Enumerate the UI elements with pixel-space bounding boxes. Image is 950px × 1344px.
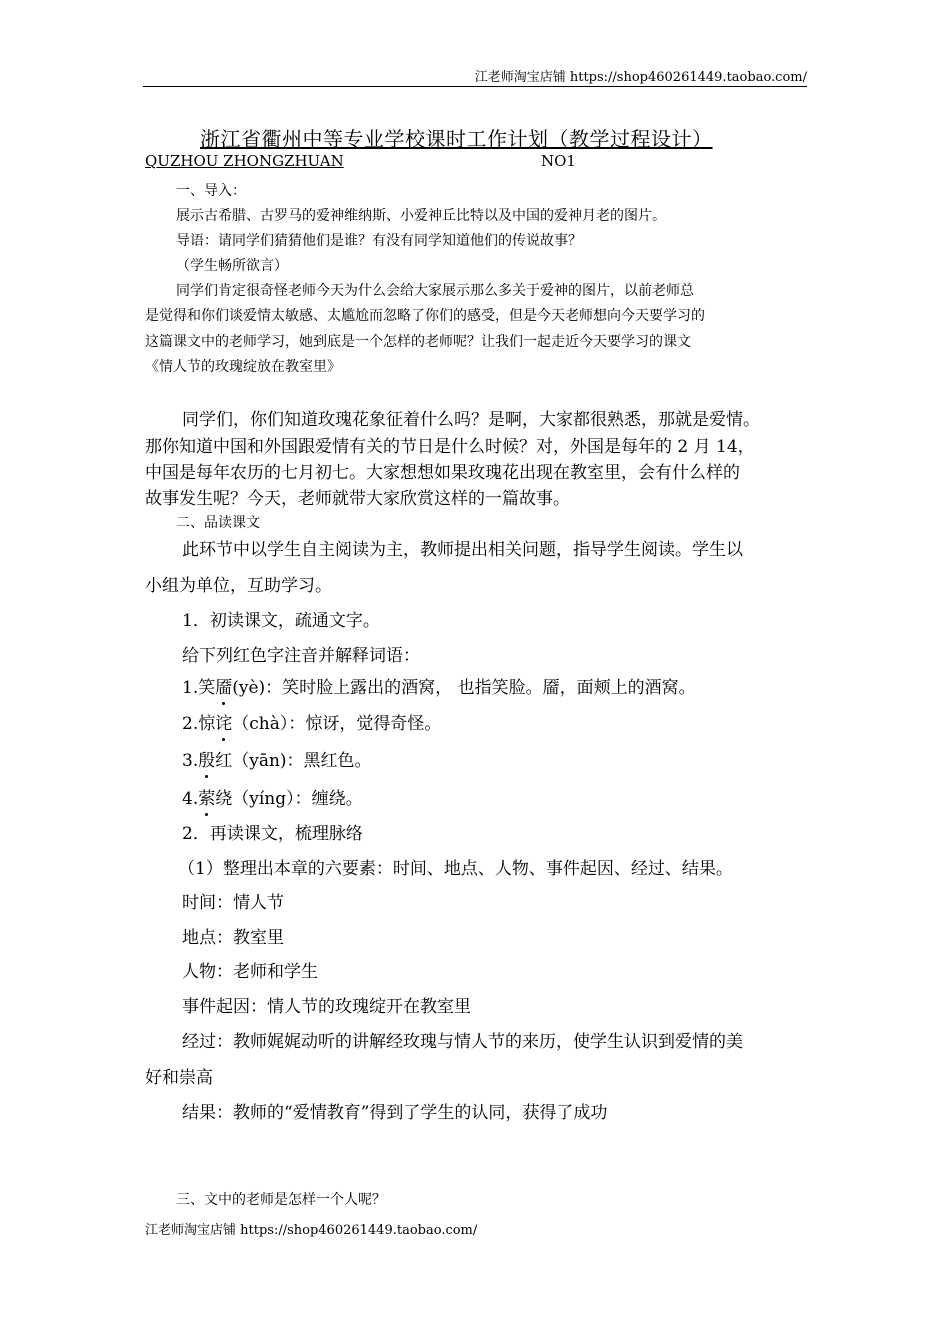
intro-paragraph-line: 同学们肯定很奇怪老师今天为什么会给大家展示那么多关于爱神的图片，以前老师总 (176, 283, 694, 299)
lesson-number: NO1 (541, 152, 576, 170)
section-2-heading: 二、品读课文 (176, 515, 260, 531)
element-cause: 事件起因：情人节的玫瑰绽开在教室里 (182, 997, 471, 1017)
page-footer-text: 江老师淘宝店铺 https://shop460261449.taobao.com/ (145, 1223, 478, 1238)
emphasis-character: 靥 (215, 673, 232, 698)
step-2-heading: 2．再读课文，梳理脉络 (182, 824, 363, 844)
element-time: 时间：情人节 (182, 893, 284, 913)
vocab-item: 3.殷红（yān)：黑红色。 (182, 746, 372, 771)
element-people: 人物：老师和学生 (182, 962, 318, 982)
vocab-instruction: 给下列红色字注音并解释词语： (182, 646, 420, 666)
six-elements-intro: （1）整理出本章的六要素：时间、地点、人物、事件起因、经过、结果。 (178, 859, 733, 879)
emphasis-character: 殷 (198, 746, 215, 771)
reading-intro-line: 此环节中以学生自主阅读为主，教师提出相关问题，指导学生阅读。学生以 (182, 540, 743, 560)
intro-paragraph-line: 是觉得和你们谈爱情太敏感、太尴尬而忽略了你们的感受，但是今天老师想向今天要学习的 (145, 308, 705, 324)
emphasis-character: 萦 (198, 784, 215, 809)
section-3-heading: 三、文中的老师是怎样一个人呢？ (176, 1192, 386, 1208)
intro-line-1: 展示古希腊、古罗马的爱神维纳斯、小爱神丘比特以及中国的爱神月老的图片。 (176, 208, 666, 224)
document-code-line (145, 152, 579, 170)
header-divider (143, 86, 807, 87)
element-process-cont: 好和崇高 (145, 1068, 213, 1088)
section-1-heading: 一、导入： (176, 183, 246, 199)
reading-intro-line: 小组为单位，互助学习。 (145, 576, 332, 596)
intro-paragraph-line: 《情人节的玫瑰绽放在教室里》 (145, 359, 341, 375)
vocab-item: 2.惊诧（chà）：惊讶，觉得奇怪。 (182, 709, 441, 734)
school-code: QUZHOU ZHONGZHUAN (145, 152, 344, 170)
lead-paragraph-line: 中国是每年农历的七月初七。大家想想如果玫瑰花出现在教室里，会有什么样的 (145, 463, 740, 483)
vocab-item: 4.萦绕（yíng）：缠绕。 (182, 784, 363, 809)
emphasis-character: 诧 (215, 709, 232, 734)
lead-paragraph-line: 同学们，你们知道玫瑰花象征着什么吗？是啊，大家都很熟悉，那就是爱情。 (182, 410, 760, 430)
element-place: 地点：教室里 (182, 928, 284, 948)
lead-paragraph-line: 故事发生呢？今天，老师就带大家欣赏这样的一篇故事。 (145, 489, 570, 509)
intro-line-3: （学生畅所欲言） (176, 258, 288, 274)
vocab-item: 1.笑靥(yè)：笑时脸上露出的酒窝， 也指笑脸。靥，面颊上的酒窝。 (182, 673, 696, 698)
lead-paragraph-line: 那你知道中国和外国跟爱情有关的节日是什么时候？对，外国是每年的 2 月 14， (145, 437, 755, 457)
document-title: 浙江省衢州中等专业学校课时工作计划（教学过程设计） (200, 127, 713, 151)
element-result: 结果：教师的“爱情教育”得到了学生的认同，获得了成功 (182, 1103, 608, 1123)
element-process: 经过：教师娓娓动听的讲解经玫瑰与情人节的来历，使学生认识到爱情的美 (182, 1032, 743, 1052)
step-1-heading: 1．初读课文，疏通文字。 (182, 611, 380, 631)
page-header-text: 江老师淘宝店铺 https://shop460261449.taobao.com/ (474, 70, 807, 85)
intro-paragraph-line: 这篇课文中的老师学习，她到底是一个怎样的老师呢？让我们一起走近今天要学习的课文 (145, 334, 691, 350)
intro-line-2: 导语：请同学们猜猜他们是谁？有没有同学知道他们的传说故事？ (176, 233, 582, 249)
